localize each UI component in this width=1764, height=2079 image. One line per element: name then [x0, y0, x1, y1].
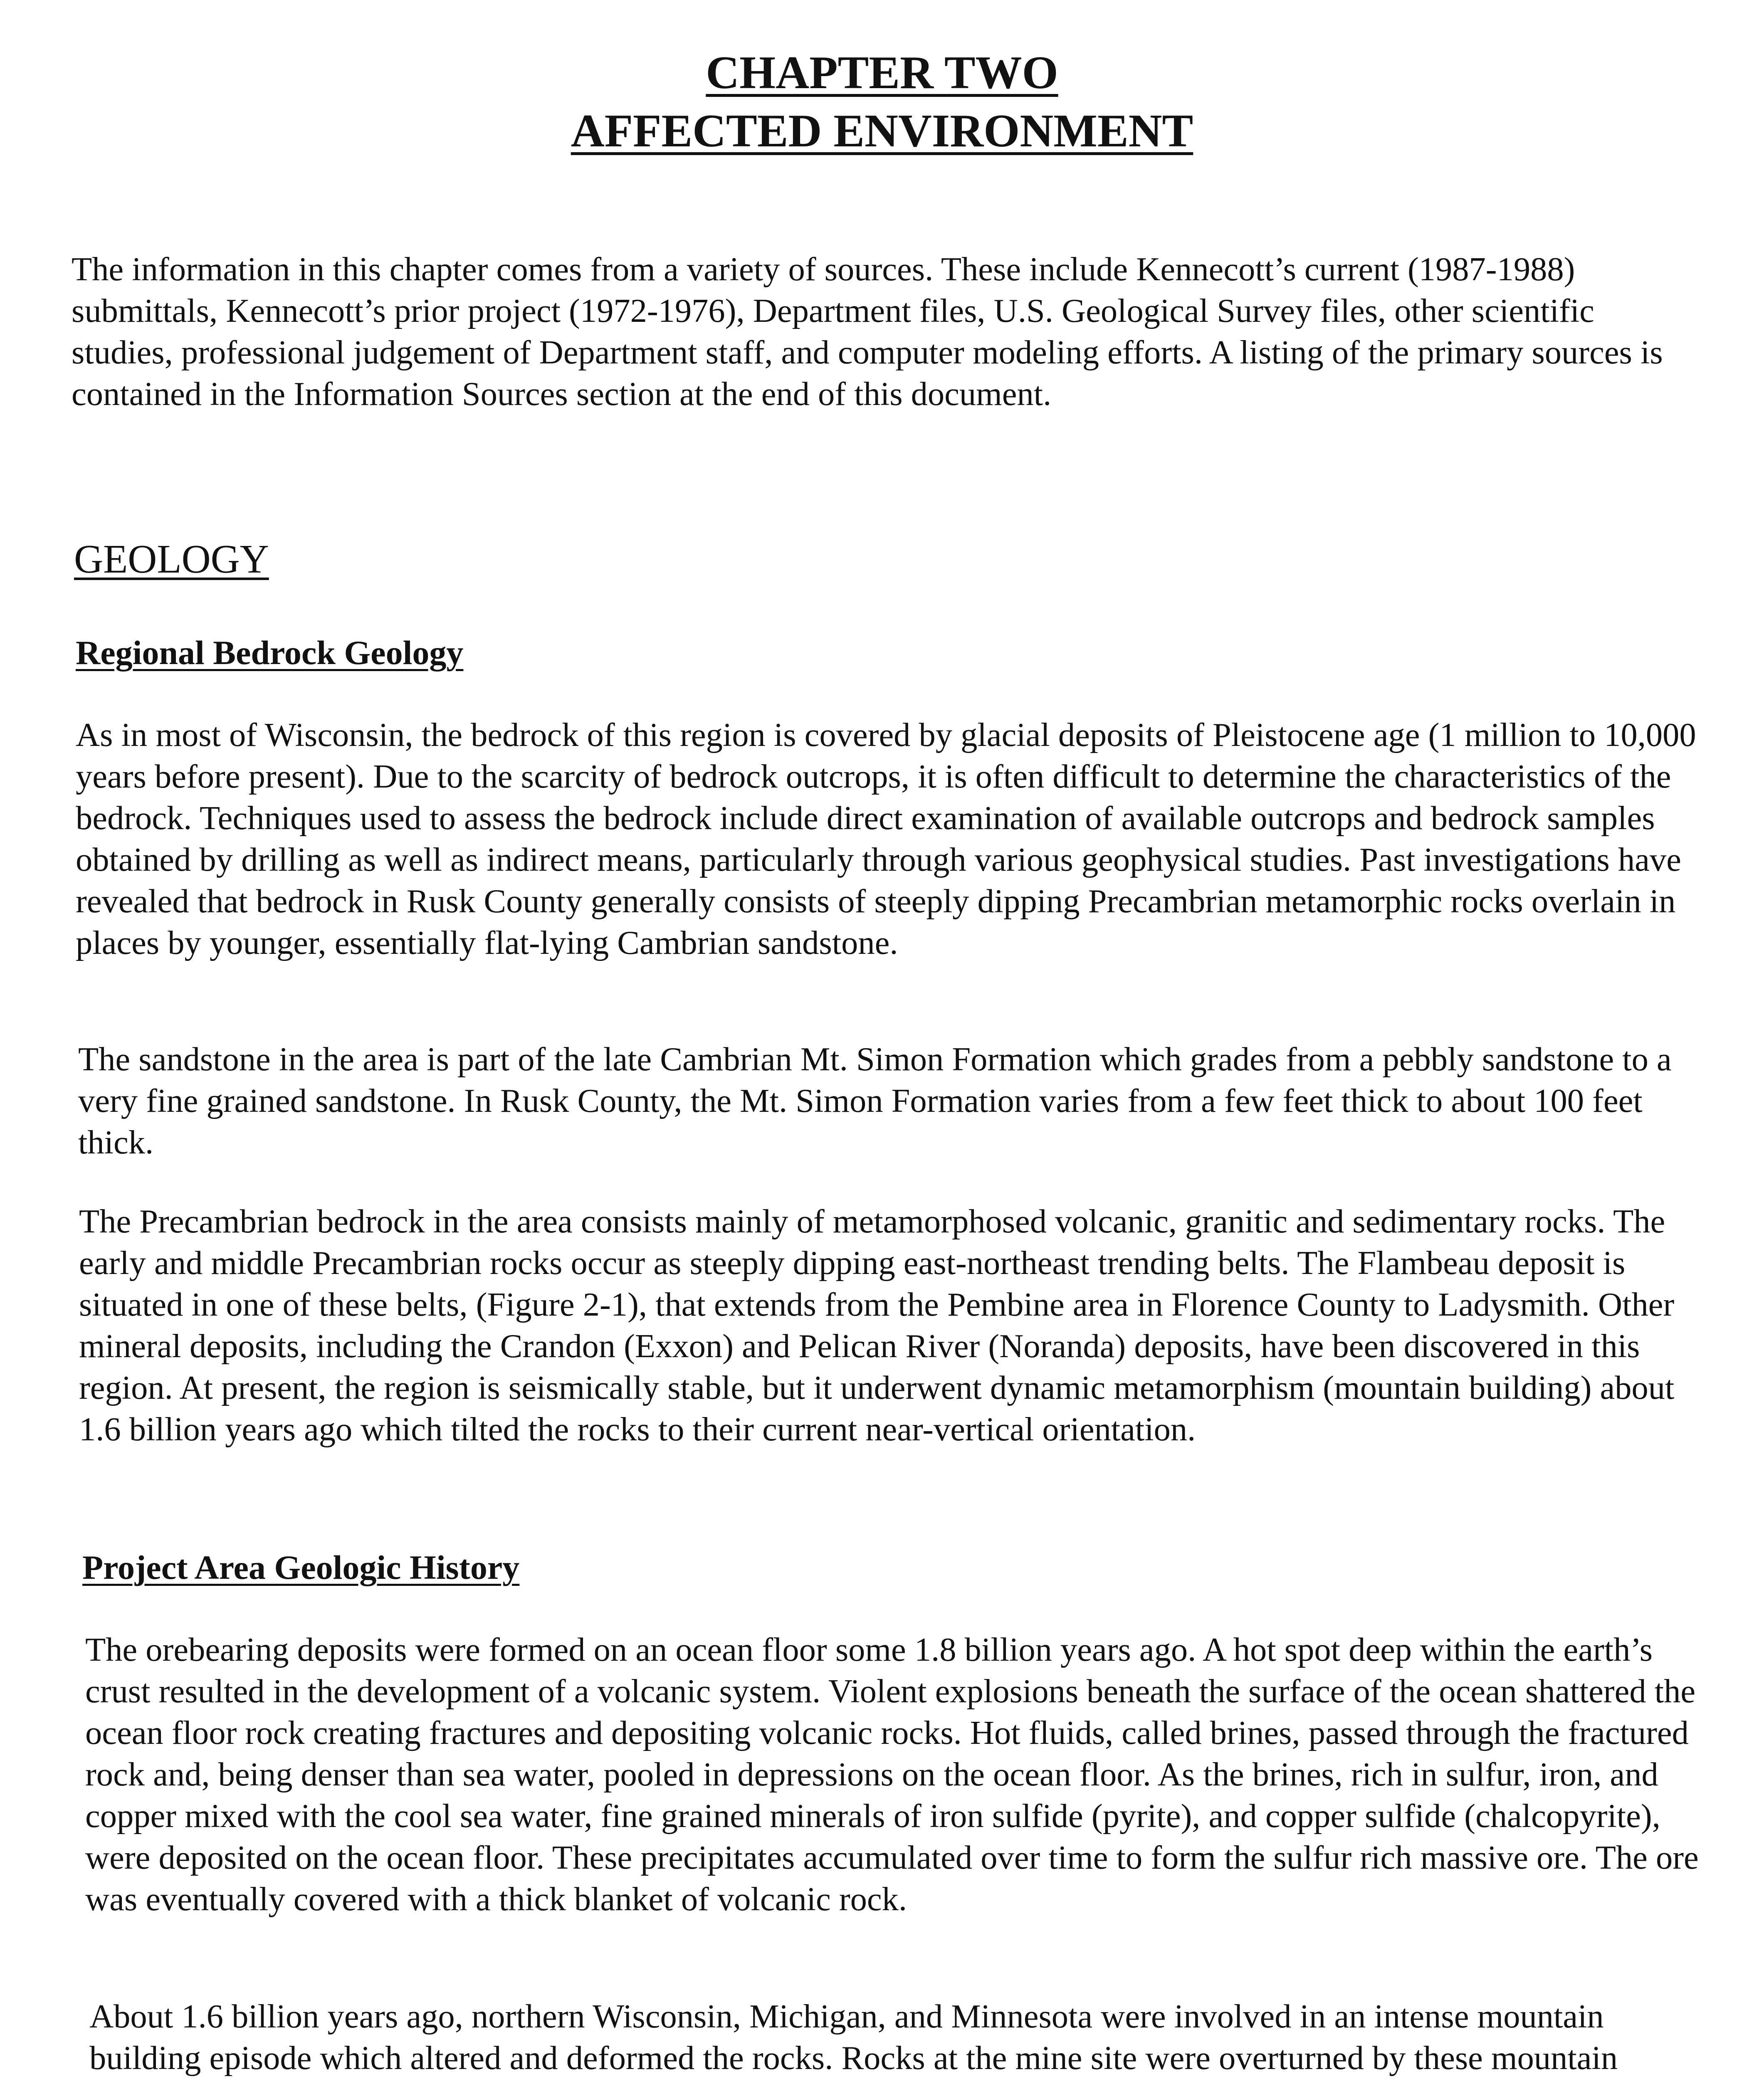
regional-paragraph-2: The sandstone in the area is part of the late Cambrian Mt. Simon Formation which grades from a pebbly sandstone to a very fine grained sandstone. In Rusk County, the Mt. Simon Formation varies from a few feet thick to about 100 feet thick. — [78, 1041, 1672, 1161]
regional-paragraph-1: As in most of Wisconsin, the bedrock of this region is covered by glacial deposits of Pleistocene age (1 million to 10,000 years before present). Due to the scarcity of bedrock outcrops, it is often difficult to determine the characteristics of the bedrock. Techniques used to assess the bedrock include direct examination of available outcrops and bedrock samples obtained by drilling as well as indirect means, particularly through various geophysical studies. Past investigations have revealed that bedrock in Rusk County generally consists of steeply dipping Precambrian metamorphic rocks overlain in places by younger, essentially flat-lying Cambrian sandstone. — [76, 716, 1696, 961]
geology-heading: GEOLOGY — [74, 537, 269, 581]
chapter-number-heading: CHAPTER TWO — [706, 47, 1058, 99]
intro-paragraph: The information in this chapter comes from a variety of sources. These include Kennecott’s current (1987-1988) submittals, Kennecott’s prior project (1972-1976), Department files, U.S. Geological Survey files, other scientific studies, professional judgement of Department staff, and computer modeling efforts. A listing of the primary sources is contained in the Information Sources section at the end of this document. — [72, 251, 1663, 412]
regional-paragraph-3: The Precambrian bedrock in the area consists mainly of metamorphosed volcanic, granitic and sedimentary rocks. The early and middle Precambrian rocks occur as steeply dipping east-northeast trending belts. The Flambeau deposit is situated in one of these belts, (Figure 2-1), that extends from the Pembine area in Florence County to Ladysmith. Other mineral deposits, including the Crandon (Exxon) and Pelican River (Noranda) deposits, have been discovered in this region. At present, the region is seismically stable, but it underwent dynamic metamorphism (mountain building) about 1.6 billion years ago which tilted the rocks to their current near-vertical orientation. — [79, 1203, 1675, 1448]
regional-bedrock-geology-heading: Regional Bedrock Geology — [76, 634, 464, 672]
project-area-geologic-history-heading: Project Area Geologic History — [82, 1548, 520, 1586]
history-paragraph-2: About 1.6 billion years ago, northern Wisconsin, Michigan, and Minnesota were involved in an intense mountain building episode which altered and deformed the rocks. Rocks at the mine site were overturned by these mountain — [89, 1998, 1618, 2077]
chapter-title-heading: AFFECTED ENVIRONMENT — [571, 105, 1193, 157]
history-paragraph-1: The orebearing deposits were formed on an ocean floor some 1.8 billion years ago. A hot spot deep within the earth’s crust resulted in the development of a volcanic system. Violent explosions beneath the surface of the ocean shattered the ocean floor rock creating fractures and depositing volcanic rocks. Hot fluids, called brines, passed through the fractured rock and, being denser than sea water, pooled in depressions on the ocean floor. As the brines, rich in sulfur, iron, and copper mixed with the cool sea water, fine grained minerals of iron sulfide (pyrite), and copper sulfide (chalcopyrite), were deposited on the ocean floor. These precipitates accumulated over time to form the sulfur rich massive ore. The ore was eventually covered with a thick blanket of volcanic rock. — [85, 1631, 1699, 1918]
